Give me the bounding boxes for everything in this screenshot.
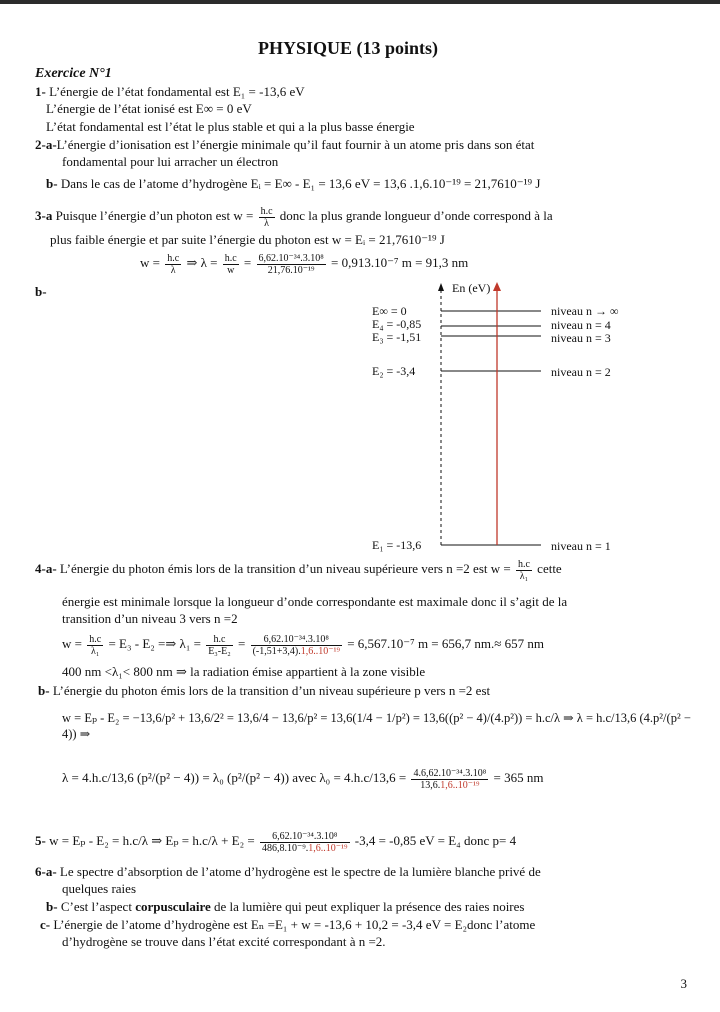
q2a-number: 2-a- xyxy=(35,137,57,152)
q2b-line xyxy=(46,176,540,192)
q4b-formula2 xyxy=(62,763,543,793)
q3a-number: 3-a xyxy=(35,208,53,223)
q5-result: -3,4 = -0,85 eV = E₄ donc p= 4 xyxy=(354,833,517,848)
fraction-hc-lambda xyxy=(259,206,275,229)
q6a-number: 6-a- xyxy=(35,864,57,879)
q4a-calculation xyxy=(62,629,544,659)
fraction-hc-lambda1 xyxy=(516,559,532,582)
fraction-lambda0 xyxy=(411,768,488,791)
q1-number: 1- xyxy=(35,84,46,99)
frac-den: 21,76.10⁻¹⁹ xyxy=(267,264,315,276)
q4b-number: b- xyxy=(38,683,50,698)
q3a-calculation xyxy=(140,250,468,276)
page-title: PHYSIQUE (13 points) xyxy=(258,38,439,58)
frac-num: 6,62.10⁻³⁴.3.10⁸ xyxy=(260,831,350,843)
level-label-inf: niveau n → ∞ xyxy=(551,304,619,318)
fraction-hc-w xyxy=(223,253,239,276)
frac-den-red: 1,6..10⁻¹⁹ xyxy=(440,779,480,791)
q2a-line2: fondamental pour lui arracher un électron xyxy=(62,154,279,169)
q6b-pre: C’est l’aspect xyxy=(60,899,132,914)
frac-num: 6,62.10⁻³⁴.3.10⁸ xyxy=(251,634,342,646)
frac-den: λ xyxy=(264,217,269,229)
calc2-mid: = E₃ - E₂ =⇒ λ₁ = xyxy=(108,636,201,651)
frac-num: h.c xyxy=(206,634,233,646)
frac-num: h.c xyxy=(517,558,530,570)
frac-den-black: 486,8.10⁻⁹. xyxy=(261,842,309,854)
calc2-lead: w = xyxy=(62,636,82,651)
level-label-2: niveau n = 2 xyxy=(551,365,611,379)
q6a-line2: quelques raies xyxy=(62,881,137,896)
fraction-hc-lambda-2 xyxy=(165,253,181,276)
q4a-line2: énergie est minimale lorsque la longueur d’onde correspondante est maximale donc il s’agit de la xyxy=(62,594,568,609)
frac-den xyxy=(411,780,488,791)
page-number: 3 xyxy=(680,976,687,991)
frac-num: h.c xyxy=(167,252,180,264)
q4b-formula1: w = Eₚ - E₂ = −13,6/p² + 13,6/2² = 13,6/4 − 13,6/p² = 13,6(1/4 − 1/p²) = 13,6((p² − 4)/(4.p²)) = h.c/λ ⇒ λ = h.c/13,6 (4.p²/(p² − 4)) ⇒ xyxy=(62,711,691,741)
q3a-line1 xyxy=(35,203,553,229)
frac-den-red: 1,6..10⁻¹⁹ xyxy=(308,842,348,854)
frac-num: h.c xyxy=(260,205,273,217)
q6a-text1: Le spectre d’absorption de l’atome d’hydrogène est le spectre de la lumière blanche privé de xyxy=(59,864,541,879)
q4a-line1 xyxy=(35,556,562,582)
diagram-axis-label: En (eV) xyxy=(452,281,491,295)
q5-pre: w = Eₚ - E₂ = h.c/λ ⇒ Eₚ = h.c/λ + E₂ = xyxy=(49,833,255,848)
q3a-text-pre: Puisque l’énergie d’un photon est w = xyxy=(55,208,254,223)
level-energy-2: E₂ = -3,4 xyxy=(372,364,416,378)
formula2-result: = 365 nm xyxy=(493,770,544,785)
q2a-line1 xyxy=(35,137,534,153)
frac-num: h.c xyxy=(224,252,237,264)
q4b-text1: L’énergie du photon émis lors de la transition d’un niveau supérieure p vers n =2 est xyxy=(52,683,491,698)
q4a-number: 4-a- xyxy=(35,561,57,576)
level-energy-1: E₁ = -13,6 xyxy=(372,538,422,552)
q6b-post: de la lumière qui peut expliquer la présence des raies noires xyxy=(214,899,525,914)
frac-num: 4.6,62.10⁻³⁴.3.10⁸ xyxy=(413,767,487,779)
fraction-calc xyxy=(257,253,326,276)
calc-lead: w = xyxy=(140,255,160,270)
q6c-line2: d’hydrogène se trouve dans l’état excité correspondant à n =2. xyxy=(62,934,386,949)
q4a-line3: transition d’un niveau 3 vers n =2 xyxy=(62,611,238,626)
fraction-calc2 xyxy=(251,634,342,657)
frac-num: h.c xyxy=(89,633,102,645)
fraction-q5 xyxy=(260,831,350,854)
frac-den: λ xyxy=(170,264,176,276)
fraction-hc-e3e2 xyxy=(206,634,233,657)
level-label-4: niveau n = 4 xyxy=(551,318,611,332)
ionization-arrow-head-icon xyxy=(493,282,501,291)
q2b-number: b- xyxy=(46,176,58,191)
q6c-text1: L’énergie de l’atome d’hydrogène est Eₙ =E₁ + w = -13,6 + 10,2 = -3,4 eV = E₂donc l’atome xyxy=(53,917,536,932)
q6a-line1 xyxy=(35,864,541,880)
q3b-number: b- xyxy=(35,284,47,299)
q4a-text-pre: L’énergie du photon émis lors de la transition d’un niveau supérieure vers n =2 est w = xyxy=(59,561,511,576)
q1-line1 xyxy=(35,84,305,100)
q6b-line xyxy=(46,899,524,915)
level-energy-4: E₄ = -0,85 xyxy=(372,317,422,331)
calc-mid: ⇒ λ = xyxy=(186,255,218,270)
level-label-3: niveau n = 3 xyxy=(551,331,611,345)
q6c-line1 xyxy=(40,917,535,933)
calc-result: = 0,913.10⁻⁷ m = 91,3 nm xyxy=(331,255,469,270)
q6c-number: c- xyxy=(40,917,51,932)
axis-arrow-icon xyxy=(438,283,444,291)
q2a-text1: L’énergie d’ionisation est l’énergie minimale qu’il faut fournir à un atome pris dans son état xyxy=(56,137,535,152)
q4b-line1 xyxy=(38,683,490,699)
q5-line xyxy=(35,826,516,856)
q5-number: 5- xyxy=(35,833,46,848)
frac-den-black: 13,6. xyxy=(420,779,441,791)
frac-den xyxy=(251,646,342,657)
q4a-line4: 400 nm <λ₁< 800 nm ⇒ la radiation émise appartient à la zone visible xyxy=(62,664,426,679)
frac-num: 6,62.10⁻³⁴.3.10⁸ xyxy=(258,252,324,264)
q4a-text-post: cette xyxy=(537,561,562,576)
frac-den: E₃-E₂ xyxy=(208,645,231,657)
frac-den: λ₁ xyxy=(91,645,100,657)
q3a-line2: plus faible énergie et par suite l’énergie du photon est w = Eᵢ = 21,7610⁻¹⁹ J xyxy=(50,232,445,247)
frac-den-red: 1,6..10⁻¹⁹ xyxy=(300,645,340,657)
q2b-text: Dans le cas de l’atome d’hydrogène Eᵢ = E∞ - E₁ = 13,6 eV = 13,6 .1,6.10⁻¹⁹ = 21,7610⁻¹⁹ J xyxy=(60,176,541,191)
frac-den-black: (-1,51+3,4). xyxy=(252,645,301,657)
calc-eq: = xyxy=(243,255,252,270)
fraction-hc-lambda1-b xyxy=(87,634,103,657)
frac-den: λ₁ xyxy=(519,570,529,582)
exercise-heading: Exercice N°1 xyxy=(35,66,112,81)
formula2-pre: λ = 4.h.c/13,6 (p²/(p² − 4)) = λ₀ (p²/(p² − 4)) avec λ₀ = 4.h.c/13,6 = xyxy=(62,770,407,785)
q1-text1: L’énergie de l’état fondamental est E₁ = -13,6 eV xyxy=(49,84,305,99)
calc2-result: = 6,567.10⁻⁷ m = 656,7 nm.≈ 657 nm xyxy=(347,636,544,651)
level-label-1: niveau n = 1 xyxy=(551,539,611,553)
level-energy-3: E₃ = -1,51 xyxy=(372,330,422,344)
q1-line2: L’énergie de l’état ionisé est E∞ = 0 eV xyxy=(46,101,252,116)
frac-den xyxy=(260,843,350,854)
level-energy-inf: E∞ = 0 xyxy=(372,304,407,318)
q6b-number: b- xyxy=(46,899,58,914)
q3a-text-post: donc la plus grande longueur d’onde correspond à la xyxy=(279,208,553,223)
frac-den: w xyxy=(227,264,235,276)
q1-line3: L’état fondamental est l’état le plus stable et qui a la plus basse énergie xyxy=(46,119,415,134)
q6b-bold: corpusculaire xyxy=(135,899,211,914)
calc2-eq: = xyxy=(237,636,246,651)
